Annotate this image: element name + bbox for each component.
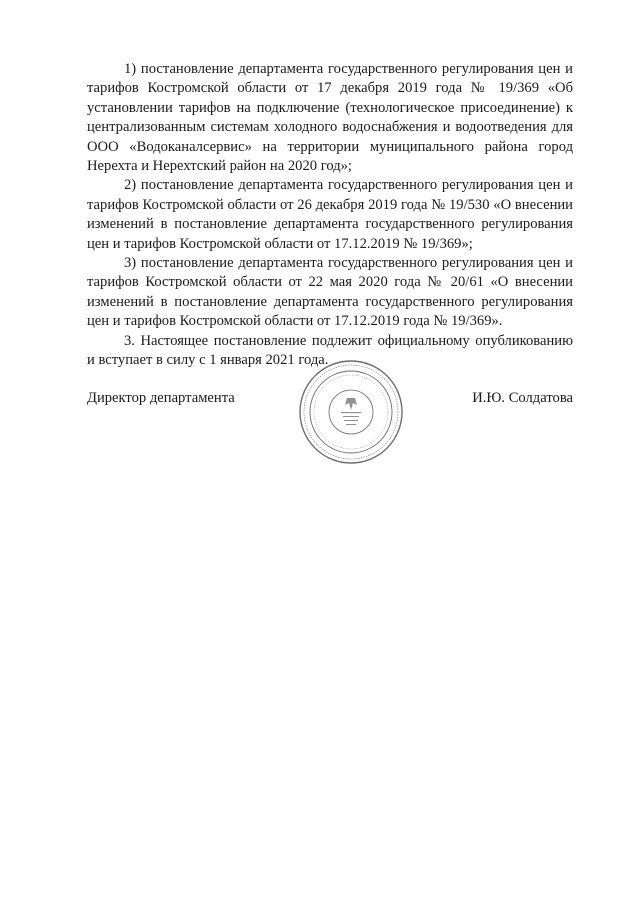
paragraph-clause-3: 3. Настоящее постановление подлежит официальному опубликованию и вступает в силу с 1 января 2021 года. (87, 332, 573, 369)
paragraph-item-2: 2) постановление департамента государственного регулирования цен и тарифов Костромской области от 26 декабря 2019 года № 19/530 «О внесении изменений в постановление департамента государственного регулирования цен и тарифов Костромской области от 17.12.2019 № 19/369»; (87, 177, 573, 252)
seal-icon (297, 358, 405, 466)
signatory-position: Директор департамента (87, 390, 235, 406)
document-body (87, 60, 573, 371)
paragraph-item-3: 3) постановление департамента государственного регулирования цен и тарифов Костромской области от 22 мая 2020 года № 20/61 «О внесении изменений в постановление департамента государственного регулирования цен и тарифов Костромской области от 17.12.2019 года № 19/369». (87, 255, 573, 330)
official-seal-stamp (297, 358, 405, 466)
signatory-name: И.Ю. Солдатова (472, 390, 573, 406)
paragraph-item-1: 1) постановление департамента государственного регулирования цен и тарифов Костромской области от 17 декабря 2019 года № 19/369 «Об установлении тарифов на подключение (технологическое присоединение) к централизованным системам холодного водоснабжения и водоотведения для ООО «Водоканалсервис» на территории муниципального района город Нерехта и Нерехтский район на 2020 год»; (87, 61, 573, 175)
